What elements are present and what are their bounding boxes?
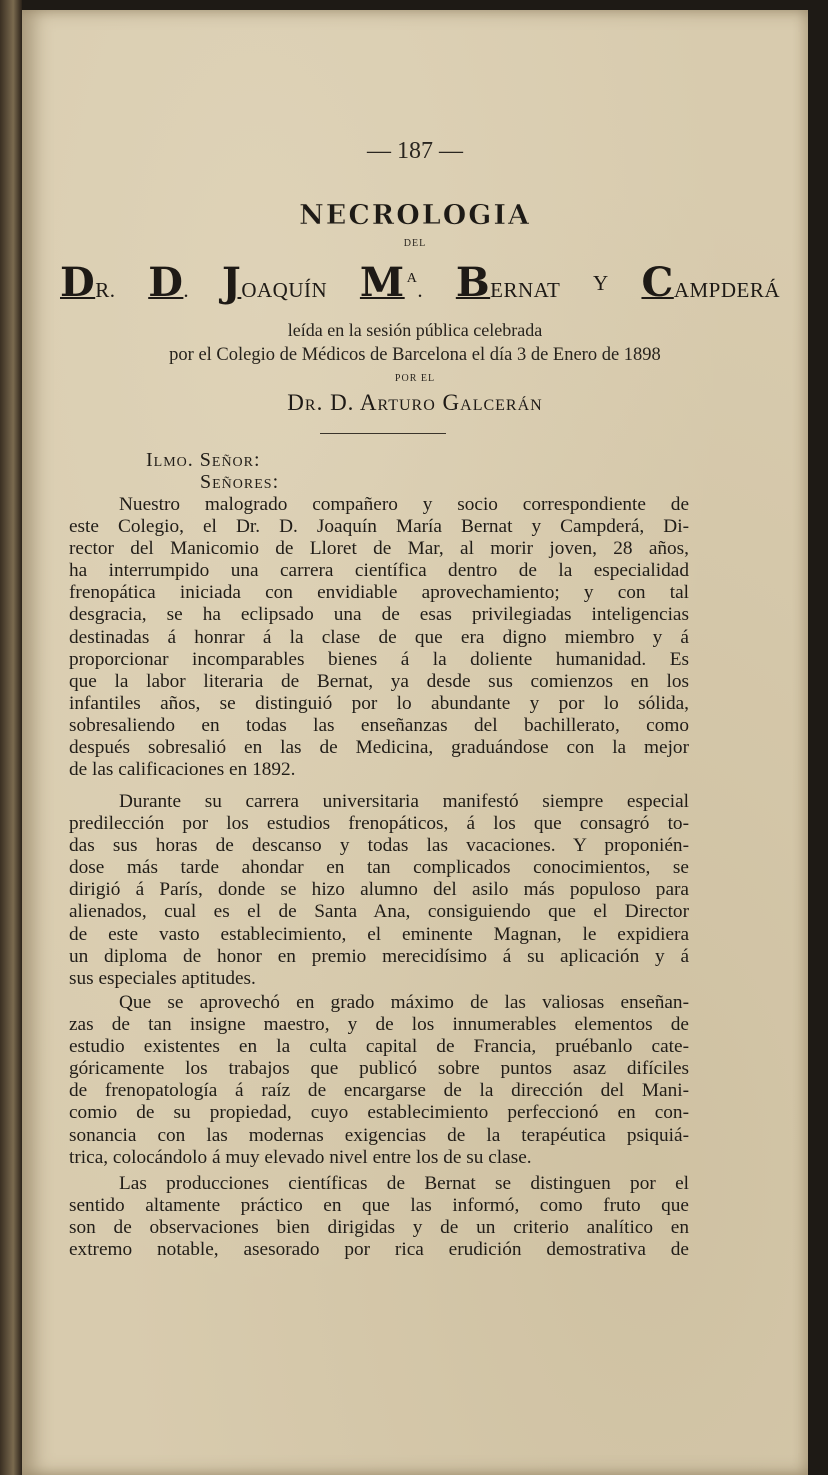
previous-page-edge — [0, 0, 22, 1475]
book-page — [22, 10, 808, 1475]
por-el-label: POR EL — [394, 373, 436, 384]
text-line: Nuestro malogrado compañero y socio correspondiente de — [119, 494, 689, 515]
ornamental-initial: B — [455, 259, 491, 306]
page-number: — 187 — — [367, 138, 463, 164]
text-line: trica, colocándolo á muy elevado nivel entre los de su clase. — [69, 1146, 532, 1168]
text-line: desgracia, se ha eclipsado una de esas privilegiadas inteligencias — [69, 604, 689, 626]
ornamental-initial: M — [359, 259, 405, 306]
text-line: dose más tarde ahondar en tan complicados conocimientos, se — [69, 857, 689, 879]
text-line: predilección por los estudios frenopáticos, á los que consagró to- — [69, 813, 689, 835]
text-line: de este vasto establecimiento, el eminente Magnan, le expidiera — [69, 923, 689, 945]
text-line: zas de tan insigne maestro, y de los innumerables elementos de — [69, 1014, 689, 1036]
text-line: góricamente los trabajos que publicó sobre puntos asaz difíciles — [69, 1058, 689, 1080]
name-word-bernat — [455, 259, 561, 306]
deceased-name — [60, 258, 780, 308]
text-line: sentido altamente práctico en que las informó, como fruto que — [69, 1195, 689, 1217]
text-line: que la labor literaria de Bernat, ya desde sus comienzos en los — [69, 670, 689, 692]
text-line: sobresaliendo en todas las enseñanzas del bachillerato, como — [69, 714, 689, 736]
text-line: este Colegio, el Dr. D. Joaquín María Bernat y Campderá, Di- — [69, 516, 689, 538]
text-line: rector del Manicomio de Lloret de Mar, al morir joven, 28 años, — [69, 538, 689, 560]
text-line: frenopática iniciada con envidiable aprovechamiento; y con tal — [69, 582, 689, 604]
text-line: extremo notable, asesorado por rica erudición demostrativa de — [69, 1239, 689, 1261]
ornamental-initial: J — [221, 259, 242, 306]
ornamental-initial: D — [148, 259, 184, 306]
heading-necrologia: NECROLOGIA — [299, 200, 531, 231]
name-superscript: A — [406, 271, 418, 286]
text-line: son de observaciones bien dirigidas y de un criterio analítico en — [69, 1217, 689, 1239]
ornamental-initial: D — [60, 259, 96, 306]
name-text: ERNAT — [490, 278, 561, 302]
name-word-maria — [359, 259, 424, 306]
name-text: OAQUÍN — [241, 278, 328, 302]
text-line: después sobresalió en las de Medicina, graduándose con la mejor — [69, 737, 689, 759]
text-line: sus especiales aptitudes. — [69, 967, 256, 989]
divider-rule — [320, 433, 446, 434]
name-text: R. — [95, 278, 116, 302]
heading-del: DEL — [403, 238, 427, 249]
text-line: Las producciones científicas de Bernat se distinguen por el — [119, 1173, 689, 1194]
text-line: un diploma de honor en premio merecidísimo á su aplicación y á — [69, 945, 689, 967]
body-paragraph-1 — [69, 494, 689, 781]
name-text: . — [417, 278, 424, 302]
text-line: ha interrumpido una carrera científica dentro de la especialidad — [69, 560, 689, 582]
subtitle-line-2: por el Colegio de Médicos de Barcelona el día 3 de Enero de 1898 — [169, 345, 661, 365]
name-word-campdera — [641, 259, 780, 306]
text-line: destinadas á honrar á la clase de que era digno miembro y á — [69, 626, 689, 648]
text-line: infantiles años, se distinguió por lo abundante y por lo sólida, — [69, 692, 689, 714]
name-word-dr — [60, 259, 116, 306]
text-line: alienados, cual es el de Santa Ana, consiguiendo que el Director — [69, 901, 689, 923]
text-line: Durante su carrera universitaria manifestó siempre especial — [119, 791, 689, 812]
body-paragraph-2 — [69, 791, 689, 990]
body-paragraph-3 — [69, 992, 689, 1169]
text-line: de las calificaciones en 1892. — [69, 759, 296, 781]
name-word-y — [593, 271, 609, 296]
name-word-d — [148, 259, 190, 306]
text-line: das sus horas de descanso y todas las vacaciones. Y proponién- — [69, 835, 689, 857]
name-text: . — [183, 278, 190, 302]
subtitle-line-1: leída en la sesión pública celebrada — [287, 320, 543, 340]
text-line: comio de su propiedad, cuyo establecimiento perfeccionó en con- — [69, 1102, 689, 1124]
author-name: Dr. D. Arturo Galcerán — [287, 390, 543, 415]
text-line: Que se aprovechó en grado máximo de las valiosas enseñan- — [119, 992, 689, 1013]
body-paragraph-4 — [69, 1173, 689, 1261]
ornamental-initial: C — [641, 259, 674, 306]
text-line: estudio existentes en la culta capital de Francia, pruébanlo cate- — [69, 1036, 689, 1058]
name-text: Y — [593, 270, 609, 295]
text-line: proporcionar incomparables bienes á la doliente humanidad. Es — [69, 648, 689, 670]
text-line: sonancia con las modernas exigencias de la terapéutica psiquiá- — [69, 1124, 689, 1146]
salutation-ilmo: Ilmo. Señor: — [146, 449, 261, 471]
salutation-senores: Señores: — [200, 471, 280, 493]
name-word-joaquin — [221, 259, 328, 306]
text-line: dirigió á París, donde se hizo alumno del asilo más populoso para — [69, 879, 689, 901]
name-text: AMPDERÁ — [673, 278, 780, 302]
text-line: de frenopatología á raíz de encargarse de la dirección del Mani- — [69, 1080, 689, 1102]
